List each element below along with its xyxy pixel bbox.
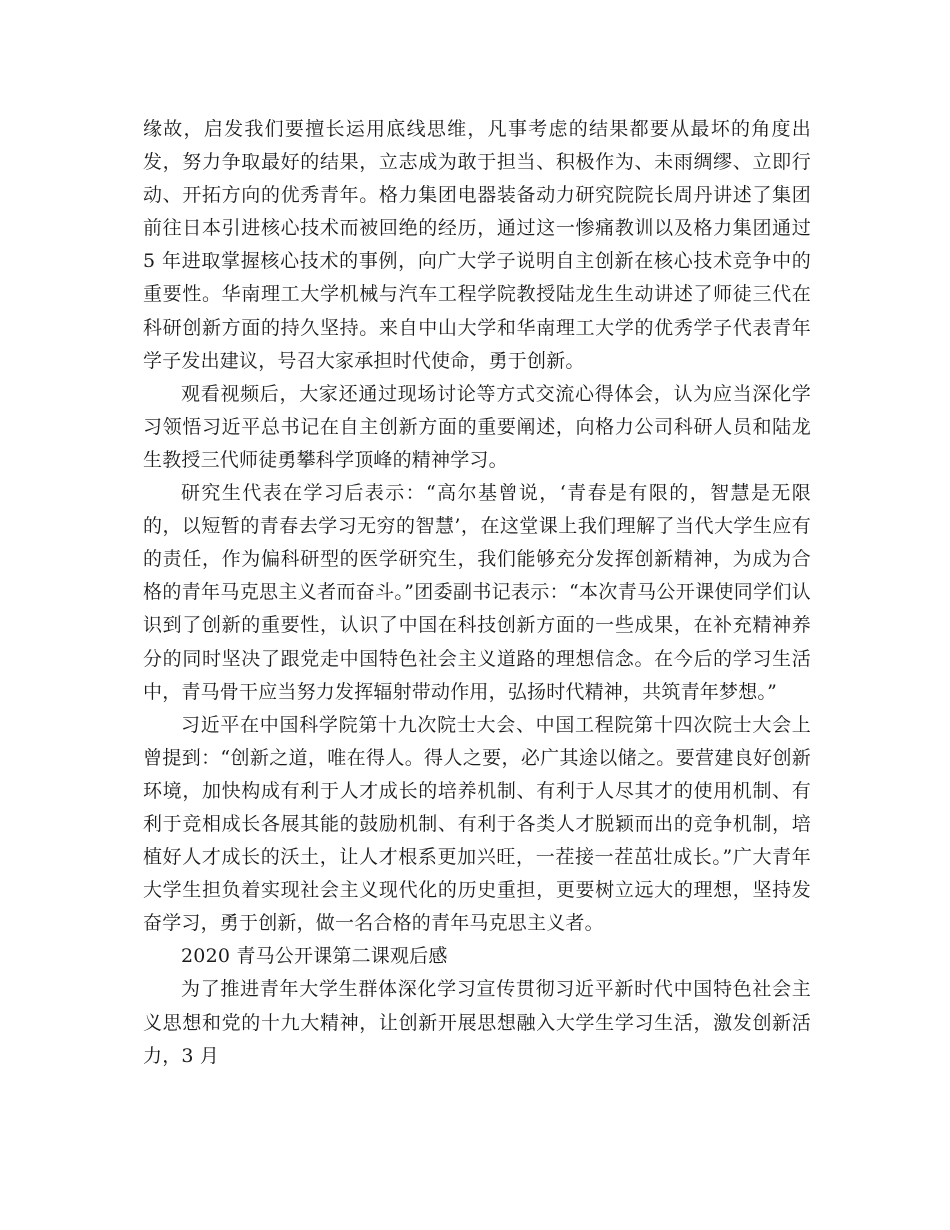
paragraph-continuation: 缘故，启发我们要擅长运用底线思维，凡事考虑的结果都要从最坏的角度出发，努力争取最好的结果，立志成为敢于担当、积极作为、未雨绸缪、立即行动、开拓方向的优秀青年。格力集团电器装备动力研究院院长周丹讲述了集团前往日本引进核心技术而被回绝的经历，通过这一惨痛教训以及格力集团通过 5 年进取掌握核心技术的事例，向广大学子说明自主创新在核心技术竞争中的重要性。华南理工大学机械与汽车工程学院教授陆龙生生动讲述了师徒三代在科研创新方面的持久坚持。来自中山大学和华南理工大学的优秀学子代表青年学子发出建议，号召大家承担时代使命，勇于创新。 xyxy=(143,118,811,372)
paragraph-student-remarks: 研究生代表在学习后表示：“高尔基曾说，‘青春是有限的，智慧是无限的，以短暂的青春去学习无穷的智慧’，在这堂课上我们理解了当代大学生应有的责任，作为偏科研型的医学研究生，我们能够充分发挥创新精神，为成为合格的青年马克思主义者而奋斗。”团委副书记表示：“本次青马公开课使同学们认识到了创新的重要性，认识了中国在科技创新方面的一些成果，在补充精神养分的同时坚决了跟党走中国特色社会主义道路的理想信念。在今后的学习生活中，青马骨干应当努力发挥辐射带动作用，弘扬时代精神，共筑青年梦想。” xyxy=(143,482,811,703)
paragraph-final: 为了推进青年大学生群体深化学习宣传贯彻习近平新时代中国特色社会主义思想和党的十九大精神，让创新开展思想融入大学生学习生活，激发创新活力，3 月 xyxy=(143,978,811,1067)
document-body xyxy=(143,113,811,1073)
section-title: 2020 青马公开课第二课观后感 xyxy=(181,945,448,968)
paragraph-xi-quote: 习近平在中国科学院第十九次院士大会、中国工程院第十四次院士大会上曾提到：“创新之道，唯在得人。得人之要，必广其途以储之。要营建良好创新环境，加快构成有利于人才成长的培养机制、有利于人尽其才的使用机制、有利于竞相成长各展其能的鼓励机制、有利于各类人才脱颖而出的竞争机制，培植好人才成长的沃土，让人才根系更加兴旺，一茬接一茬茁壮成长。”广大青年大学生担负着实现社会主义现代化的历史重担，更要树立远大的理想，坚持发奋学习，勇于创新，做一名合格的青年马克思主义者。 xyxy=(143,713,811,935)
paragraph-discussion: 观看视频后，大家还通过现场讨论等方式交流心得体会，认为应当深化学习领悟习近平总书记在自主创新方面的重要阐述，向格力公司科研人员和陆龙生教授三代师徒勇攀科学顶峰的精神学习。 xyxy=(143,382,811,471)
